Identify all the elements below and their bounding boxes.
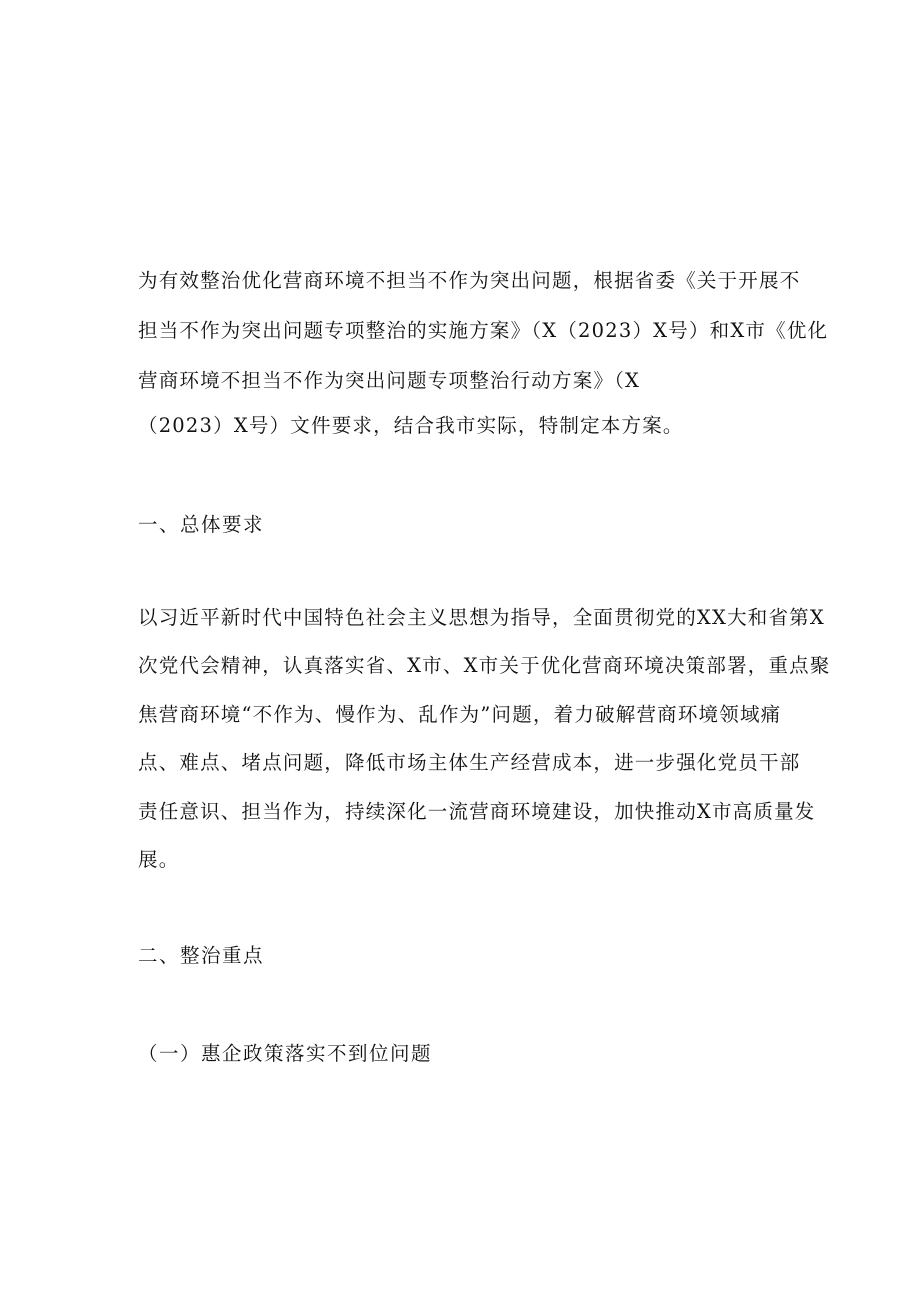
section1-line-4: 点、难点、堵点问题，降低市场主体生产经营成本，进一步强化党员干部 [138,751,801,774]
section1-line-5: 责任意识、担当作为，持续深化一流营商环境建设，加快推动X市高质量发 [138,800,816,823]
intro-line-2: 担当不作为突出问题专项整治的实施方案》（X（2023）X号）和X市《优化 [138,319,829,342]
intro-line-4: （2023）X号）文件要求，结合我市实际，特制定本方案。 [138,414,684,437]
subsection-heading-policy-implementation: （一）惠企政策落实不到位问题 [138,1042,433,1065]
intro-line-1: 为有效整治优化营商环境不担当不作为突出问题，根据省委《关于开展不 [138,269,801,292]
section-heading-rectification-focus: 二、整治重点 [138,944,265,967]
section1-line-2: 次党代会精神，认真落实省、X市、X市关于优化营商环境决策部署，重点聚 [138,654,831,677]
section1-line-6: 展。 [138,848,180,871]
section-heading-general-requirements: 一、总体要求 [138,513,265,536]
section1-line-1: 以习近平新时代中国特色社会主义思想为指导，全面贯彻党的XX大和省第X [138,606,825,629]
section1-line-3: 焦营商环境“不作为、慢作为、乱作为”问题，着力破解营商环境领域痛 [138,703,782,726]
intro-line-3: 营商环境不担当不作为突出问题专项整治行动方案》（X [138,369,641,392]
